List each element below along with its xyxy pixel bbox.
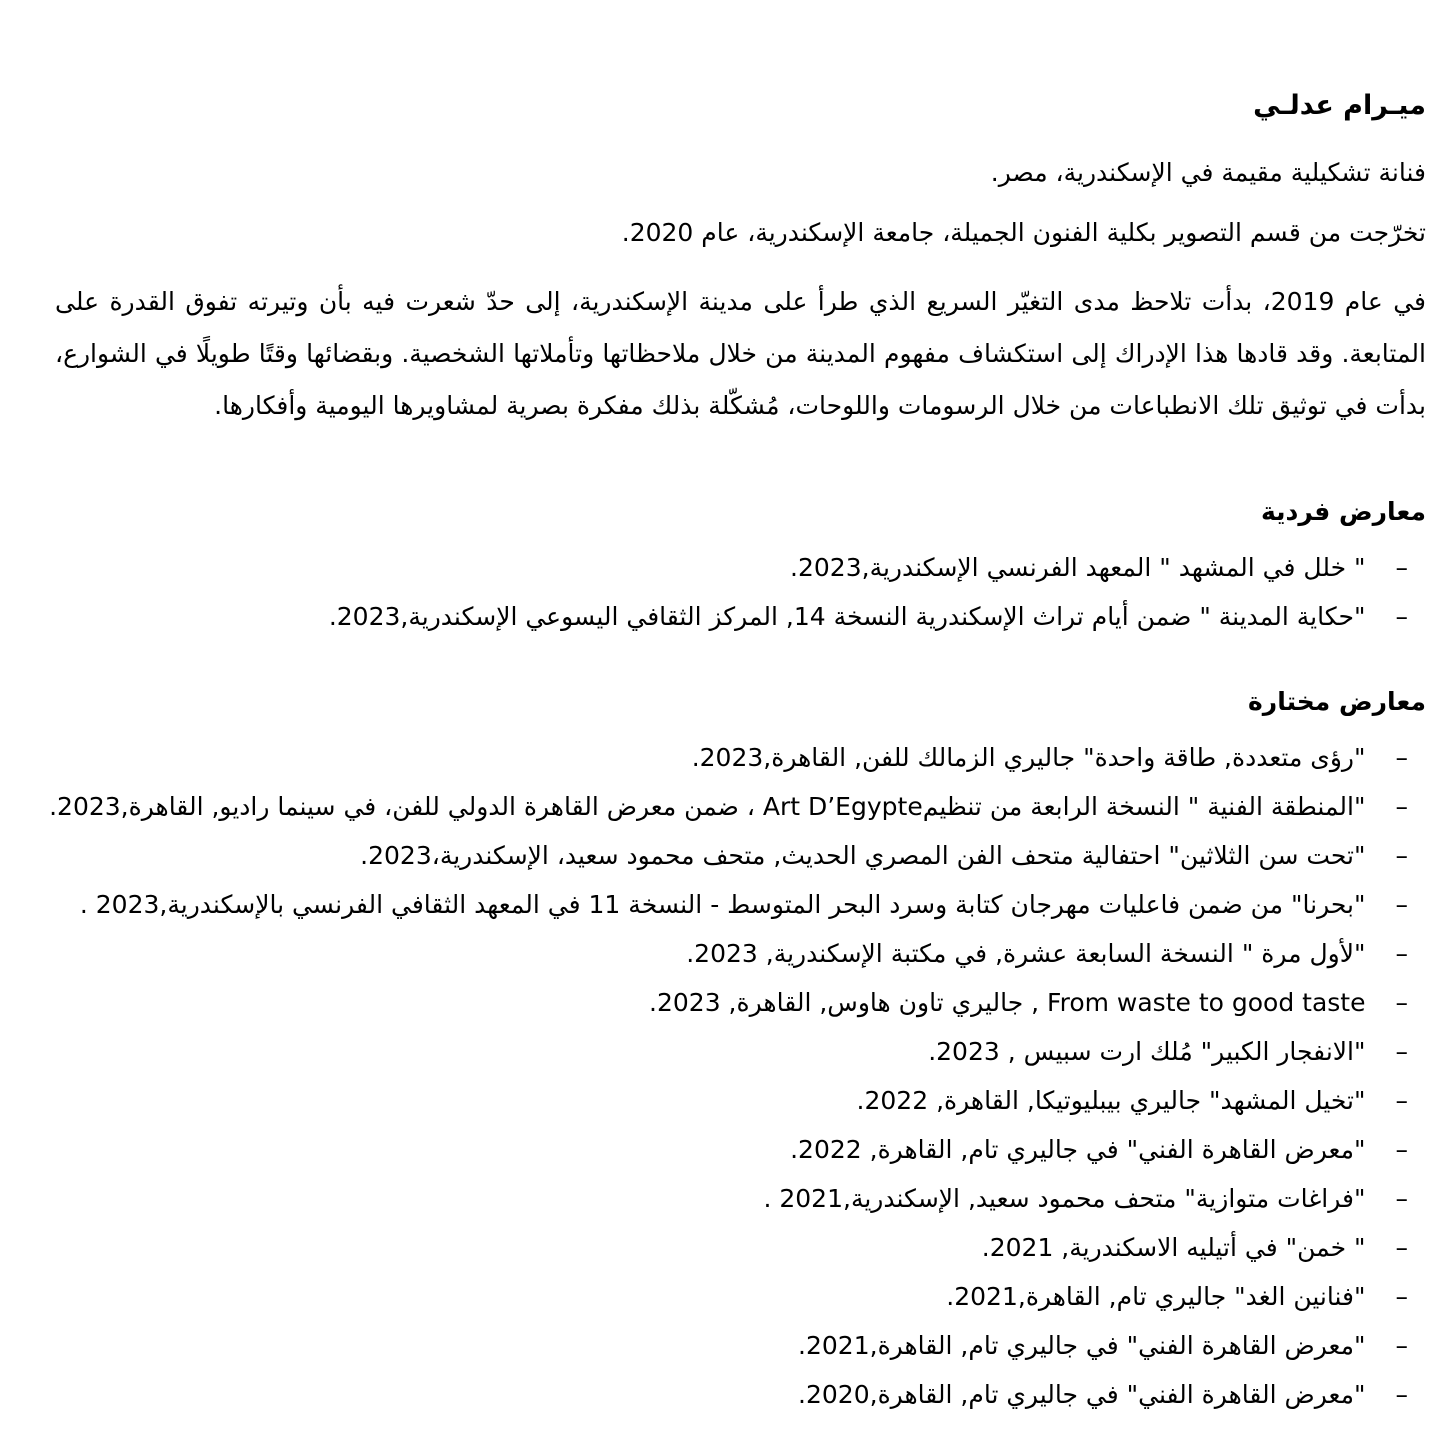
list-item <box>55 601 1426 632</box>
exhibition-entry-text: From waste to good taste , جاليري تاون هاوس, القاهرة, 2023. <box>649 988 1366 1017</box>
exhibition-entry-text: "فنانين الغد" جاليري تام, القاهرة,2021. <box>946 1282 1366 1311</box>
list-item <box>55 889 1426 920</box>
list-item <box>55 840 1426 871</box>
exhibitions-section <box>55 496 1426 632</box>
dash-bullet-icon: – <box>1395 1184 1408 1213</box>
list-item <box>55 938 1426 969</box>
section-heading: معارض فردية <box>1260 497 1426 526</box>
dash-bullet-icon: – <box>1395 553 1408 582</box>
exhibition-entry-text: "حكاية المدينة " ضمن أيام تراث الإسكندرية النسخة 14, المركز الثقافي اليسوعي الإسكندرية,2023. <box>328 602 1366 631</box>
exhibition-entry-text: " خلل في المشهد " المعهد الفرنسي الإسكندرية,2023. <box>790 553 1366 582</box>
list-item <box>55 1232 1426 1263</box>
list-item <box>55 552 1426 583</box>
dash-bullet-icon: – <box>1395 1037 1408 1066</box>
intro-line-residence: فنانة تشكيلية مقيمة في الإسكندرية، مصر. <box>990 158 1426 187</box>
dash-bullet-icon: – <box>1395 1282 1408 1311</box>
bio-paragraph: في عام 2019، بدأت تلاحظ مدى التغيّر السريع الذي طرأ على مدينة الإسكندرية، إلى حدّ شعرت فيه بأن وتيرته تفوق القدرة على المتابعة. وقد قادها هذا الإدراك إلى استكشاف مفهوم المدينة من خلال ملاحظاتها وتأملاتها الشخصية. وبقضائها وقتًا طويلًا في الشوارع، بدأت في توثيق تلك الانطباعات من خلال الرسومات واللوحات، مُشكّلة بذلك مفكرة بصرية لمشاويرها اليومية وأفكارها. <box>55 287 1426 420</box>
dash-bullet-icon: – <box>1395 1331 1408 1360</box>
dash-bullet-icon: – <box>1395 792 1408 821</box>
exhibition-entry-text: "المنطقة الفنية " النسخة الرابعة من تنظيمArt D’Egypte ، ضمن معرض القاهرة الدولي للفن، في سينما راديو, القاهرة,2023. <box>49 792 1366 821</box>
list-item <box>49 791 1426 822</box>
exhibition-entry-text: "معرض القاهرة الفني" في جاليري تام, القاهرة,2020. <box>798 1380 1366 1409</box>
exhibition-entry-text: "الانفجار الكبير" مُلك ارت سبيس , 2023. <box>928 1037 1366 1066</box>
dash-bullet-icon: – <box>1395 1380 1408 1409</box>
list-item <box>55 1281 1426 1312</box>
section-heading: معارض مختارة <box>1248 687 1426 716</box>
list-item <box>55 1085 1426 1116</box>
dash-bullet-icon: – <box>1395 939 1408 968</box>
exhibitions-section <box>49 686 1426 1410</box>
dash-bullet-icon: – <box>1395 1086 1408 1115</box>
dash-bullet-icon: – <box>1395 602 1408 631</box>
dash-bullet-icon: – <box>1395 841 1408 870</box>
intro-line-education: تخرّجت من قسم التصوير بكلية الفنون الجميلة، جامعة الإسكندرية، عام 2020. <box>621 218 1426 247</box>
exhibition-entry-text: "بحرنا" من ضمن فاعليات مهرجان كتابة وسرد البحر المتوسط - النسخة 11 في المعهد الثقافي الفرنسي بالإسكندرية,2023 . <box>79 890 1366 919</box>
dash-bullet-icon: – <box>1395 743 1408 772</box>
list-item <box>55 742 1426 773</box>
exhibition-entry-text: "لأول مرة " النسخة السابعة عشرة, في مكتبة الإسكندرية, 2023. <box>686 939 1366 968</box>
list-item <box>55 1379 1426 1410</box>
exhibition-entry-text: "تخيل المشهد" جاليري بيبليوتيكا, القاهرة, 2022. <box>856 1086 1366 1115</box>
exhibition-sections <box>49 496 1426 1410</box>
exhibition-entry-text: "رؤى متعددة, طاقة واحدة" جاليري الزمالك للفن, القاهرة,2023. <box>691 743 1366 772</box>
list-item <box>55 1036 1426 1067</box>
dash-bullet-icon: – <box>1395 1233 1408 1262</box>
exhibition-entry-text: "تحت سن الثلاثين" احتفالية متحف الفن المصري الحديث, متحف محمود سعيد، الإسكندرية،2023. <box>360 841 1366 870</box>
dash-bullet-icon: – <box>1395 890 1408 919</box>
exhibition-entry-text: "معرض القاهرة الفني" في جاليري تام, القاهرة, 2022. <box>790 1135 1366 1164</box>
list-item <box>55 987 1426 1018</box>
exhibition-entry-text: "معرض القاهرة الفني" في جاليري تام, القاهرة,2021. <box>798 1331 1366 1360</box>
dash-bullet-icon: – <box>1395 1135 1408 1164</box>
list-item <box>55 1183 1426 1214</box>
page-title: ميـرام عدلـي <box>1253 90 1426 121</box>
list-item <box>55 1134 1426 1165</box>
list-item <box>55 1330 1426 1361</box>
exhibition-entry-text: " خمن" في أتيليه الاسكندرية, 2021. <box>981 1233 1366 1262</box>
exhibition-entry-text: "فراغات متوازية" متحف محمود سعيد, الإسكندرية,2021 . <box>763 1184 1366 1213</box>
dash-bullet-icon: – <box>1395 988 1408 1017</box>
